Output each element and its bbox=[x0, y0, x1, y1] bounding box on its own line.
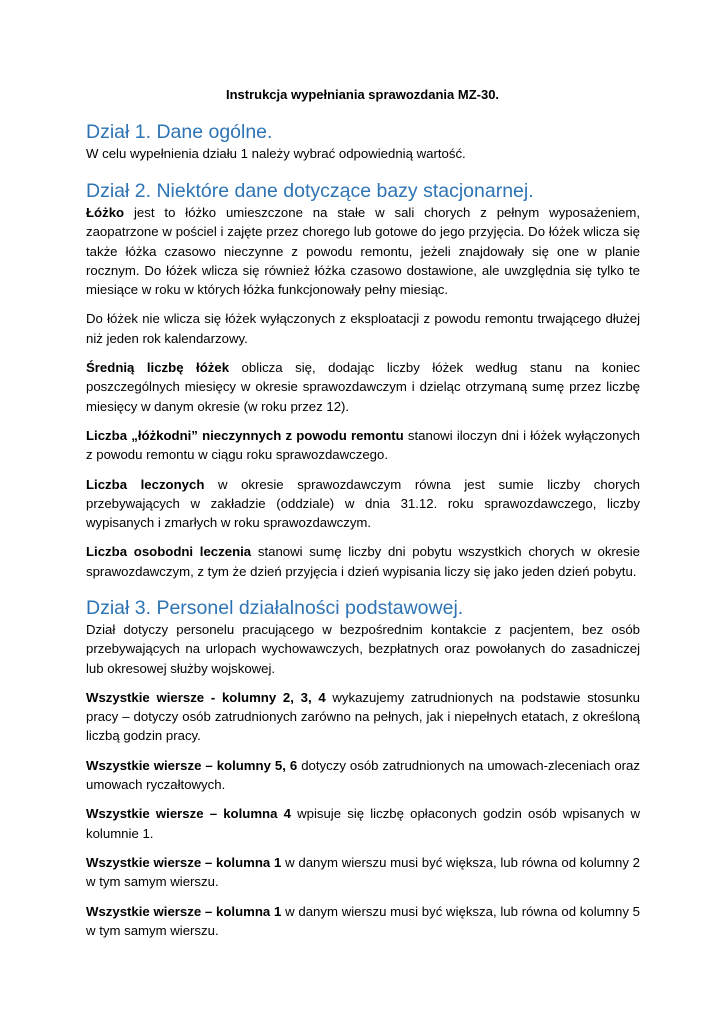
section-3 bbox=[86, 596, 640, 940]
paragraph-bold: Wszystkie wiersze - kolumny 2, 3, 4 bbox=[86, 689, 326, 705]
paragraph bbox=[86, 620, 640, 678]
paragraph bbox=[86, 475, 640, 533]
paragraph bbox=[86, 203, 640, 299]
document-title: Instrukcja wypełniania sprawozdania MZ-30. bbox=[225, 87, 500, 102]
paragraph-text: wpisuje się liczbę opłaconych godzin osób wpisanych w kolumnie 1. bbox=[86, 806, 640, 841]
paragraph-bold: Wszystkie wiersze – kolumna 1 bbox=[86, 903, 282, 919]
paragraph-text: W celu wypełnienia działu 1 należy wybrać odpowiednią wartość. bbox=[86, 146, 466, 161]
paragraph-bold: Łóżko bbox=[86, 205, 125, 220]
paragraph-text: w okresie sprawozdawczym równa jest sumie liczby chorych przebywających w zakładzie (oddziale) w dnia 31.12. roku sprawozdawczego, liczby wypisanych i zmarłych w roku sprawozdawczym. bbox=[86, 476, 640, 531]
paragraph bbox=[86, 756, 640, 795]
paragraph-text: jest to łóżko umieszczone na stałe w sali chorych z pełnym wyposażeniem, zaopatrzone w pościel i zajęte przez chorego lub gotowe do jego przyjęcia. Do łóżek wlicza się także łóżka czasowo nieczynne z powodu remontu, jeżeli znajdowały się one w planie rocznym. Do łóżek wlicza się również łóżka czasowo dostawione, ale uwzględnia się tylko te miesiące w roku w których łóżka funkcjonowały pełny miesiąc. bbox=[86, 205, 640, 298]
paragraph bbox=[86, 542, 640, 581]
section-heading: Dział 2. Niektóre dane dotyczące bazy stacjonarnej. bbox=[86, 180, 534, 202]
paragraph-bold: Wszystkie wiersze – kolumna 1 bbox=[86, 854, 282, 870]
section-2 bbox=[86, 179, 640, 581]
paragraph-text: stanowi sumę liczby dni pobytu wszystkich chorych w okresie sprawozdawczym, z tym że dzień przyjęcia i dzień wypisania liczy się jako jeden dzień pobytu. bbox=[86, 544, 640, 579]
paragraph bbox=[86, 804, 640, 843]
paragraph bbox=[86, 358, 640, 416]
paragraph-text: w danym wierszu musi być większa, lub równa od kolumny 5 w tym samym wierszu. bbox=[86, 903, 641, 938]
paragraph-text: dotyczy osób zatrudnionych na umowach-zleceniach oraz umowach ryczałtowych. bbox=[86, 757, 640, 793]
paragraph-bold: Liczba leczonych bbox=[86, 476, 205, 492]
paragraph-text: stanowi iloczyn dni i łóżek wyłączonych z powodu remontu w ciągu roku sprawozdawczego. bbox=[86, 427, 640, 463]
paragraph bbox=[86, 309, 640, 348]
paragraph-text: wykazujemy zatrudnionych na podstawie stosunku pracy – dotyczy osób zatrudnionych zarówno na pełnych, jak i niepełnych etatach, z określoną liczbą godzin pracy. bbox=[86, 689, 640, 744]
section-heading: Dział 1. Dane ogólne. bbox=[86, 121, 273, 143]
paragraph bbox=[86, 144, 640, 163]
paragraph-bold: Wszystkie wiersze – kolumna 4 bbox=[86, 806, 291, 822]
paragraph-bold: Liczba osobodni leczenia bbox=[86, 544, 252, 560]
paragraph-bold: Średnią liczbę łóżek bbox=[86, 360, 230, 376]
paragraph-text: Do łóżek nie wlicza się łóżek wyłączonych z eksploatacji z powodu remontu trwającego dłużej niż jeden rok kalendarzowy. bbox=[86, 311, 640, 346]
paragraph-text: oblicza się, dodając liczby łóżek według stanu na koniec poszczególnych miesięcy w okresie sprawozdawczym i dzieląc otrzymaną sumę przez liczbę miesięcy w danym okresie (w roku przez 12). bbox=[86, 360, 641, 414]
paragraph bbox=[86, 853, 640, 892]
section-1 bbox=[86, 120, 640, 163]
paragraph-bold: Liczba „łóżkodni” nieczynnych z powodu remontu bbox=[86, 427, 404, 443]
paragraph-bold: Wszystkie wiersze – kolumny 5, 6 bbox=[86, 757, 298, 773]
paragraph bbox=[86, 902, 640, 941]
section-heading: Dział 3. Personel działalności podstawowej. bbox=[86, 597, 464, 619]
paragraph-text: Dział dotyczy personelu pracującego w bezpośrednim kontakcie z pacjentem, bez osób przebywających na urlopach wychowawczych, bezpłatnych oraz powołanych do zasadniczej lub okresowej służby wojskowej. bbox=[86, 622, 640, 676]
paragraph bbox=[86, 426, 640, 465]
paragraph bbox=[86, 688, 640, 746]
paragraph-text: w danym wierszu musi być większa, lub równa od kolumny 2 w tym samym wierszu. bbox=[86, 854, 641, 890]
